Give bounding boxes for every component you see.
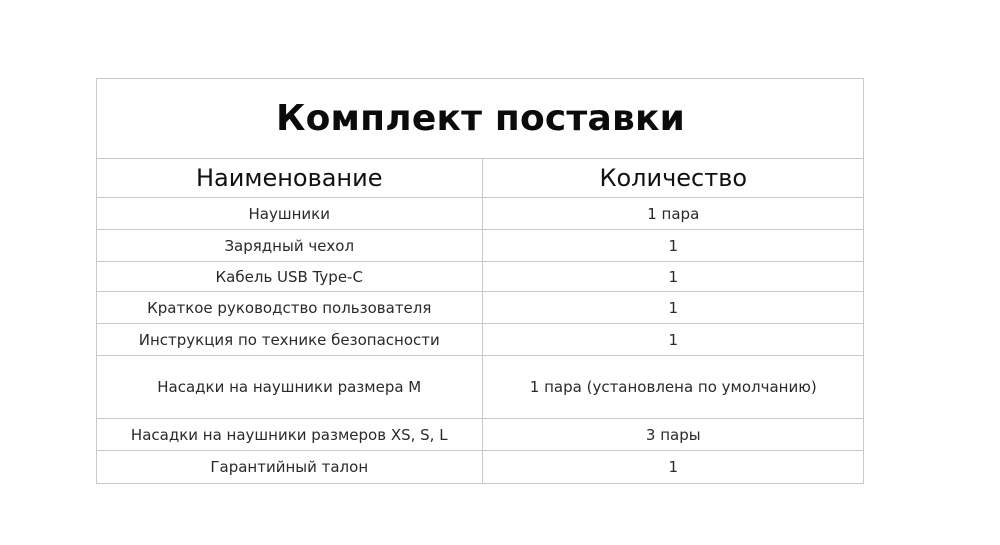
table-row [97,356,864,419]
item-quantity: 1 [482,230,864,262]
package-contents-table [96,78,864,484]
table-row [97,198,864,230]
table-title: Комплект поставки [97,79,864,159]
item-quantity: 1 [482,451,864,483]
item-name: Кабель USB Type-C [97,262,482,292]
item-quantity: 3 пары [482,419,864,451]
table-row [97,262,864,292]
item-name: Насадки на наушники размеров XS, S, L [97,419,482,451]
item-quantity: 1 [482,292,864,324]
item-quantity: 1 пара [482,198,864,230]
package-contents-grid [97,79,864,483]
item-name: Насадки на наушники размера M [97,356,482,419]
column-header-name: Наименование [97,159,482,198]
table-header-row [97,159,864,198]
item-name: Наушники [97,198,482,230]
item-name: Инструкция по технике безопасности [97,324,482,356]
table-title-row [97,79,864,159]
item-quantity: 1 пара (установлена по умолчанию) [482,356,864,419]
item-name: Зарядный чехол [97,230,482,262]
item-name: Краткое руководство пользователя [97,292,482,324]
table-row [97,292,864,324]
column-header-quantity: Количество [482,159,864,198]
table-row [97,324,864,356]
table-row [97,230,864,262]
item-quantity: 1 [482,324,864,356]
item-name: Гарантийный талон [97,451,482,483]
table-row [97,419,864,451]
table-row [97,451,864,483]
item-quantity: 1 [482,262,864,292]
